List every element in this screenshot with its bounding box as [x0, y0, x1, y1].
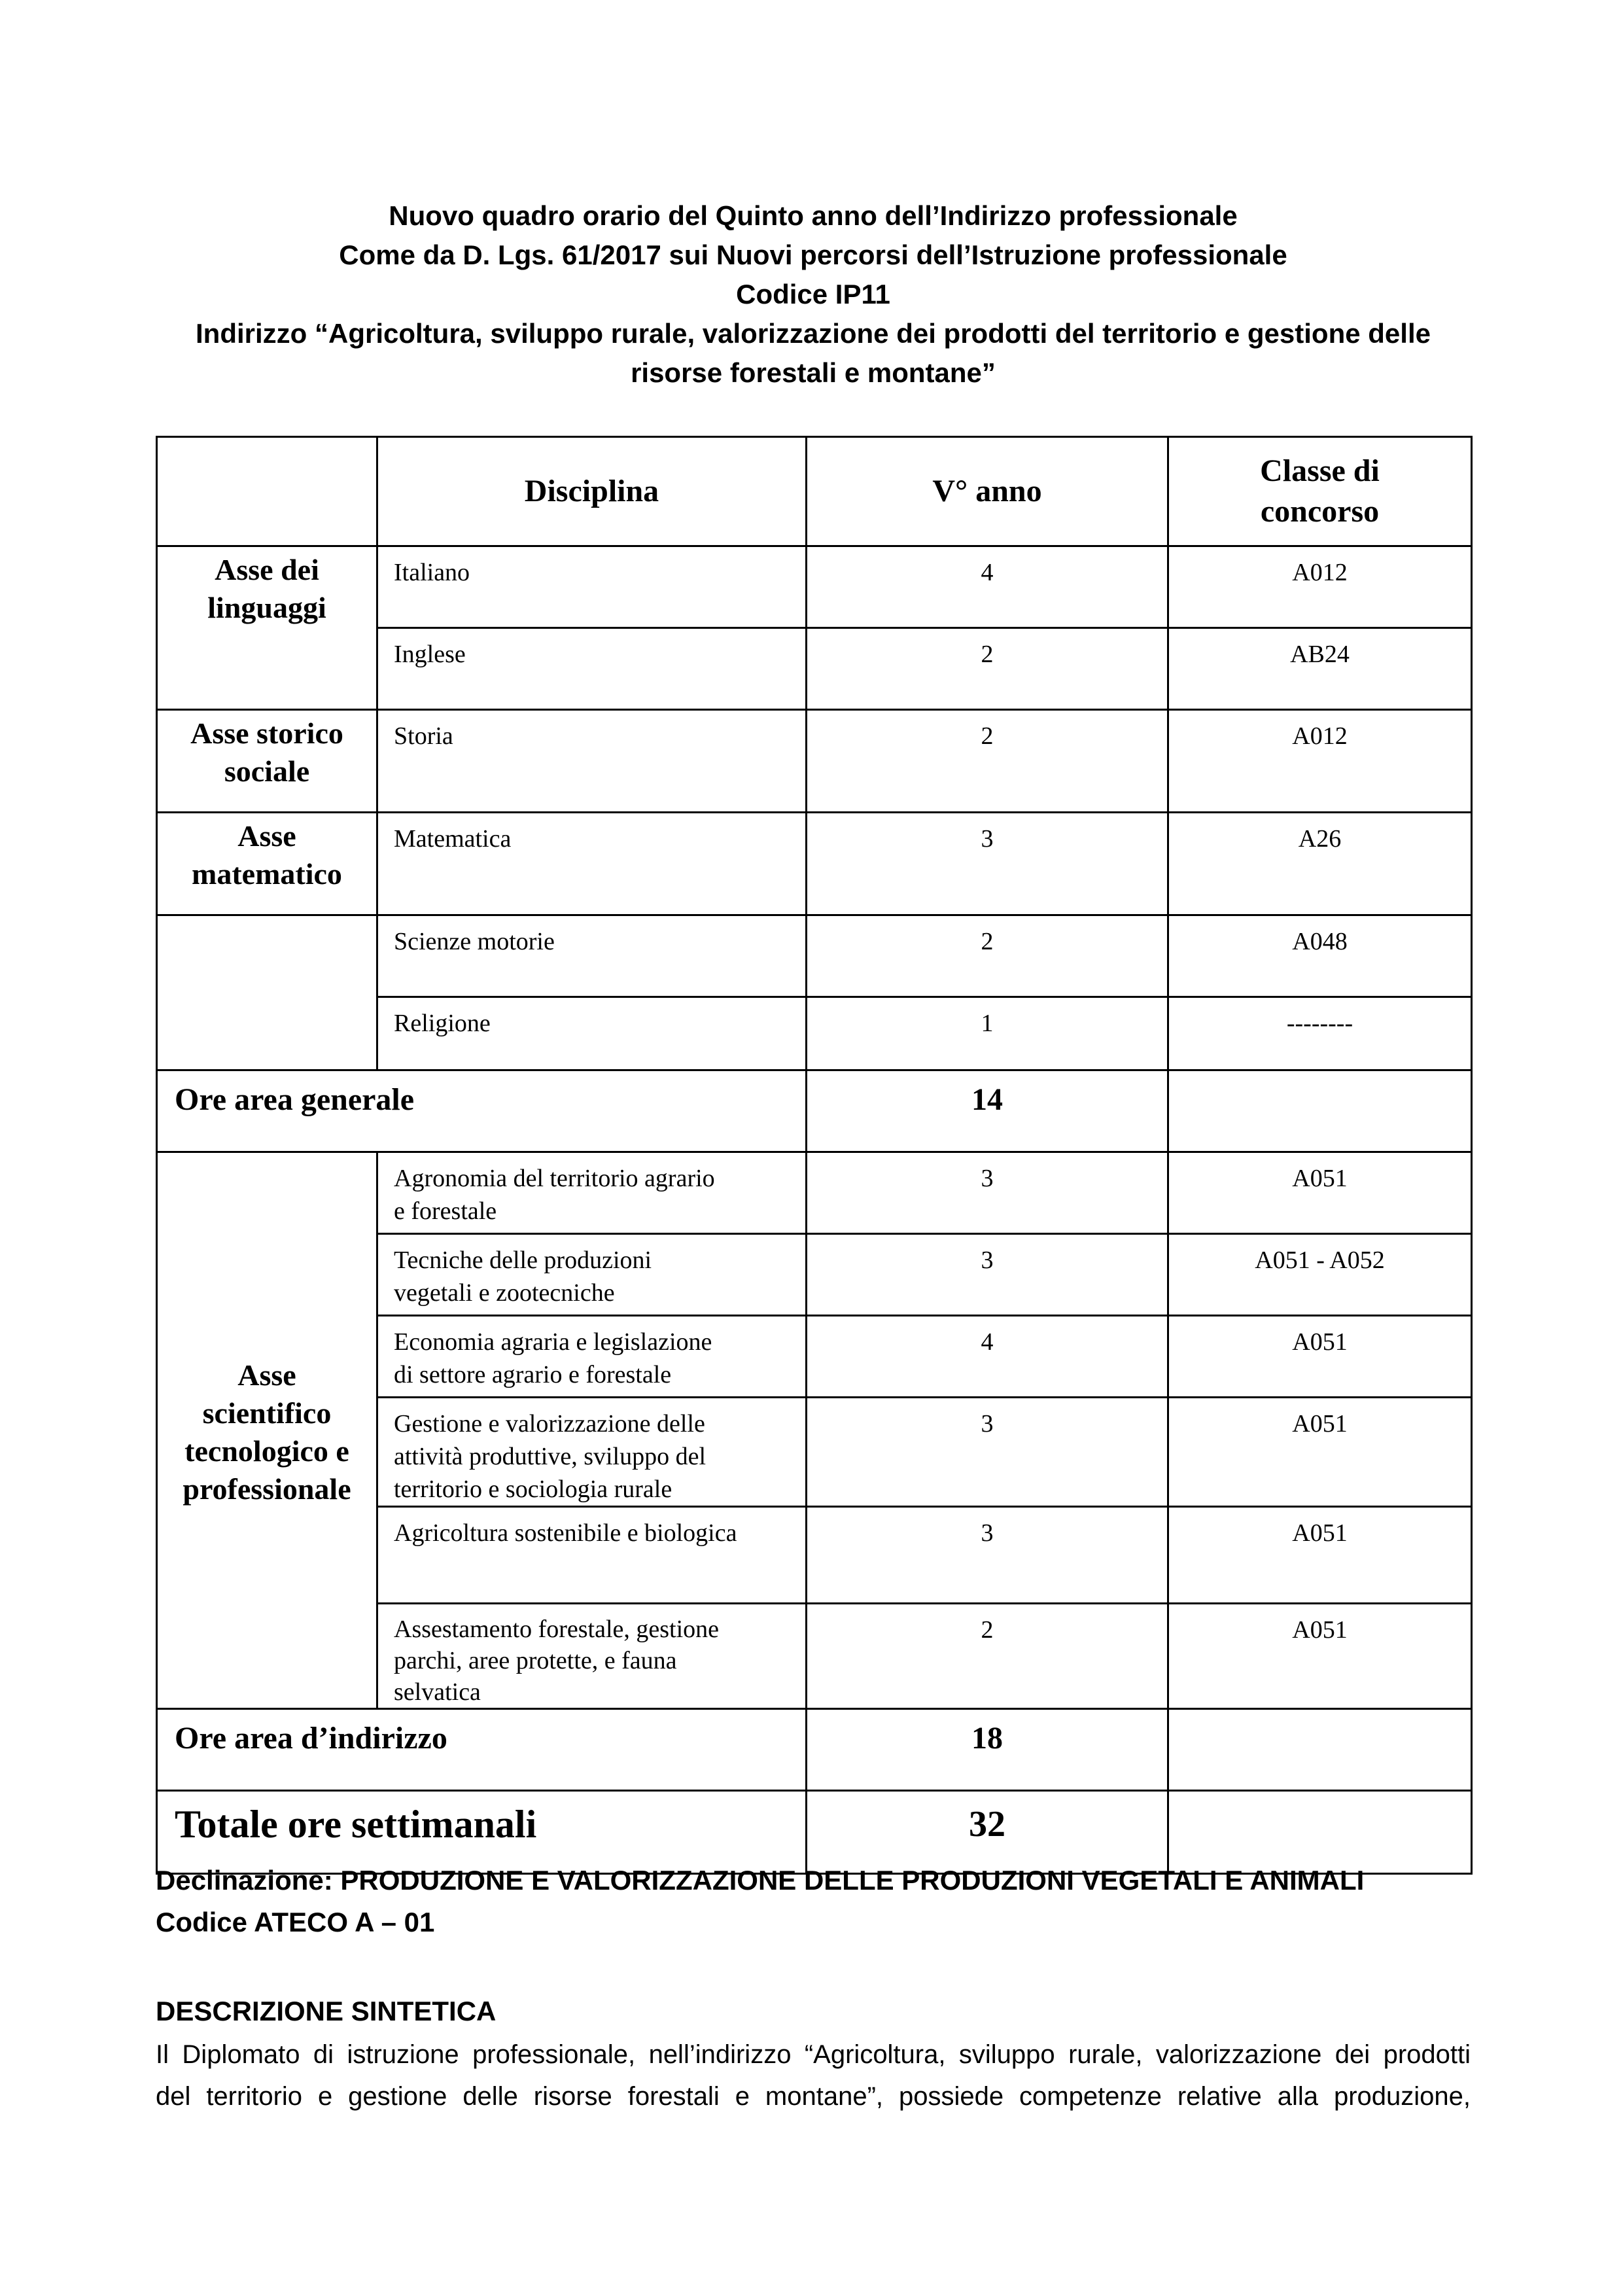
subject-line: Scienze motorie	[394, 928, 555, 955]
subject-line: vegetali e zootecniche	[394, 1279, 615, 1307]
subtotal-generale-value: 14	[807, 1070, 1168, 1152]
class-cell: A051	[1168, 1398, 1472, 1507]
table-row	[157, 915, 1472, 997]
hours-cell: 3	[807, 1152, 1168, 1234]
subject-line: di settore agrario e forestale	[394, 1361, 672, 1388]
class-cell: A051	[1168, 1152, 1472, 1234]
group-label-line: matematico	[192, 857, 342, 891]
class-cell: AB24	[1168, 628, 1472, 710]
subject-cell	[377, 1234, 807, 1316]
subject-line: Gestione e valorizzazione delle	[394, 1410, 705, 1438]
table-row	[157, 1152, 1472, 1234]
group-asse-linguaggi	[157, 546, 377, 710]
class-cell: A048	[1168, 915, 1472, 997]
document-header	[156, 196, 1471, 393]
class-cell: A051	[1168, 1316, 1472, 1398]
header-empty-cell	[157, 437, 377, 546]
class-cell: A051 - A052	[1168, 1234, 1472, 1316]
group-label-line: sociale	[224, 754, 310, 788]
subject-line: parchi, aree protette, e fauna	[394, 1647, 677, 1674]
subject-line: Storia	[394, 722, 453, 750]
subject-line: Agricoltura sostenibile e biologica	[394, 1519, 737, 1547]
hours-cell: 3	[807, 1398, 1168, 1507]
header-line-5: risorse forestali e montane”	[631, 357, 996, 388]
header-line-1: Nuovo quadro orario del Quinto anno dell’Indirizzo professionale	[389, 200, 1238, 231]
subject-line: Italiano	[394, 559, 470, 586]
header-line-3: Codice IP11	[736, 279, 890, 309]
group-label-line: linguaggi	[207, 591, 326, 624]
subject-cell	[377, 997, 807, 1070]
subtotal-indirizzo-value: 18	[807, 1709, 1168, 1791]
hours-cell: 1	[807, 997, 1168, 1070]
total-settimanali-value: 32	[807, 1791, 1168, 1874]
descrizione-line-1: Il Diplomato di istruzione professionale, nell’indirizzo “Agricoltura, sviluppo rurale, valorizzazione dei prodotti	[156, 2040, 1471, 2069]
header-anno: V° anno	[807, 437, 1168, 546]
table-row	[157, 546, 1472, 628]
hours-cell: 2	[807, 915, 1168, 997]
class-cell: A26	[1168, 813, 1472, 915]
header-classe	[1168, 437, 1472, 546]
hours-cell: 2	[807, 710, 1168, 813]
declinazione-line-2: Codice ATECO A – 01	[156, 1907, 435, 1937]
class-cell: A051	[1168, 1507, 1472, 1604]
group-empty-cell	[157, 915, 377, 1070]
table-row	[157, 710, 1472, 813]
subtotal-indirizzo-row	[157, 1709, 1472, 1791]
hours-cell: 3	[807, 813, 1168, 915]
subtotal-indirizzo-empty	[1168, 1709, 1472, 1791]
class-cell: --------	[1168, 997, 1472, 1070]
subject-line: Matematica	[394, 825, 512, 853]
subject-line: Religione	[394, 1010, 491, 1037]
subject-line: Agronomia del territorio agrario	[394, 1165, 715, 1192]
subject-cell	[377, 1316, 807, 1398]
subject-cell	[377, 710, 807, 813]
descrizione-line-2: del territorio e gestione delle risorse forestali e montane”, possiede competenze relative alla produzione,	[156, 2082, 1471, 2111]
subject-cell	[377, 1152, 807, 1234]
class-cell: A051	[1168, 1604, 1472, 1709]
group-label-line: professionale	[183, 1472, 351, 1506]
subject-cell	[377, 1604, 807, 1709]
hours-cell: 3	[807, 1507, 1168, 1604]
declinazione-block	[156, 1860, 1471, 1943]
subject-line: attività produttive, sviluppo del	[394, 1443, 707, 1470]
group-label-line: Asse	[237, 1358, 296, 1392]
subtotal-generale-empty	[1168, 1070, 1472, 1152]
header-line-4: Indirizzo “Agricoltura, sviluppo rurale, valorizzazione dei prodotti del territorio e gestione delle	[196, 318, 1431, 349]
table-row	[157, 813, 1472, 915]
group-asse-matematico	[157, 813, 377, 915]
subject-line: selvatica	[394, 1678, 481, 1706]
descrizione-body	[156, 2034, 1471, 2117]
class-cell: A012	[1168, 546, 1472, 628]
subject-cell	[377, 546, 807, 628]
hours-cell: 3	[807, 1234, 1168, 1316]
hours-cell: 4	[807, 1316, 1168, 1398]
hours-cell: 2	[807, 1604, 1168, 1709]
group-label-line: Asse	[237, 819, 296, 853]
subject-line: e forestale	[394, 1197, 497, 1225]
group-asse-scientifico	[157, 1152, 377, 1709]
subject-cell	[377, 1507, 807, 1604]
subtotal-indirizzo-label: Ore area d’indirizzo	[157, 1709, 807, 1791]
subject-cell	[377, 813, 807, 915]
group-label-line: Asse storico	[190, 716, 343, 750]
subject-line: territorio e sociologia rurale	[394, 1475, 672, 1503]
subject-cell	[377, 1398, 807, 1507]
timetable	[156, 436, 1473, 1875]
group-label-line: Asse dei	[215, 553, 319, 586]
subject-line: Inglese	[394, 641, 466, 668]
subject-line: Assestamento forestale, gestione	[394, 1616, 720, 1643]
subject-line: Economia agraria e legislazione	[394, 1328, 712, 1356]
header-classe-line-1: Classe di	[1260, 453, 1380, 488]
declinazione-line-1: Declinazione: PRODUZIONE E VALORIZZAZIONE DELLE PRODUZIONI VEGETALI E ANIMALI	[156, 1865, 1365, 1896]
total-settimanali-label: Totale ore settimanali	[157, 1791, 807, 1874]
descrizione-title: DESCRIZIONE SINTETICA	[156, 1996, 497, 2026]
group-label-line: tecnologico e	[184, 1434, 349, 1468]
hours-cell: 4	[807, 546, 1168, 628]
subtotal-generale-label: Ore area generale	[157, 1070, 807, 1152]
header-classe-line-2: concorso	[1260, 494, 1380, 529]
header-disciplina: Disciplina	[377, 437, 807, 546]
class-cell: A012	[1168, 710, 1472, 813]
hours-cell: 2	[807, 628, 1168, 710]
subtotal-generale-row	[157, 1070, 1472, 1152]
group-label-line: scientifico	[202, 1396, 332, 1430]
subject-cell	[377, 915, 807, 997]
subject-cell	[377, 628, 807, 710]
group-asse-storico	[157, 710, 377, 813]
subject-line: Tecniche delle produzioni	[394, 1246, 652, 1274]
header-line-2: Come da D. Lgs. 61/2017 sui Nuovi percorsi dell’Istruzione professionale	[339, 239, 1287, 270]
table-header-row	[157, 437, 1472, 546]
